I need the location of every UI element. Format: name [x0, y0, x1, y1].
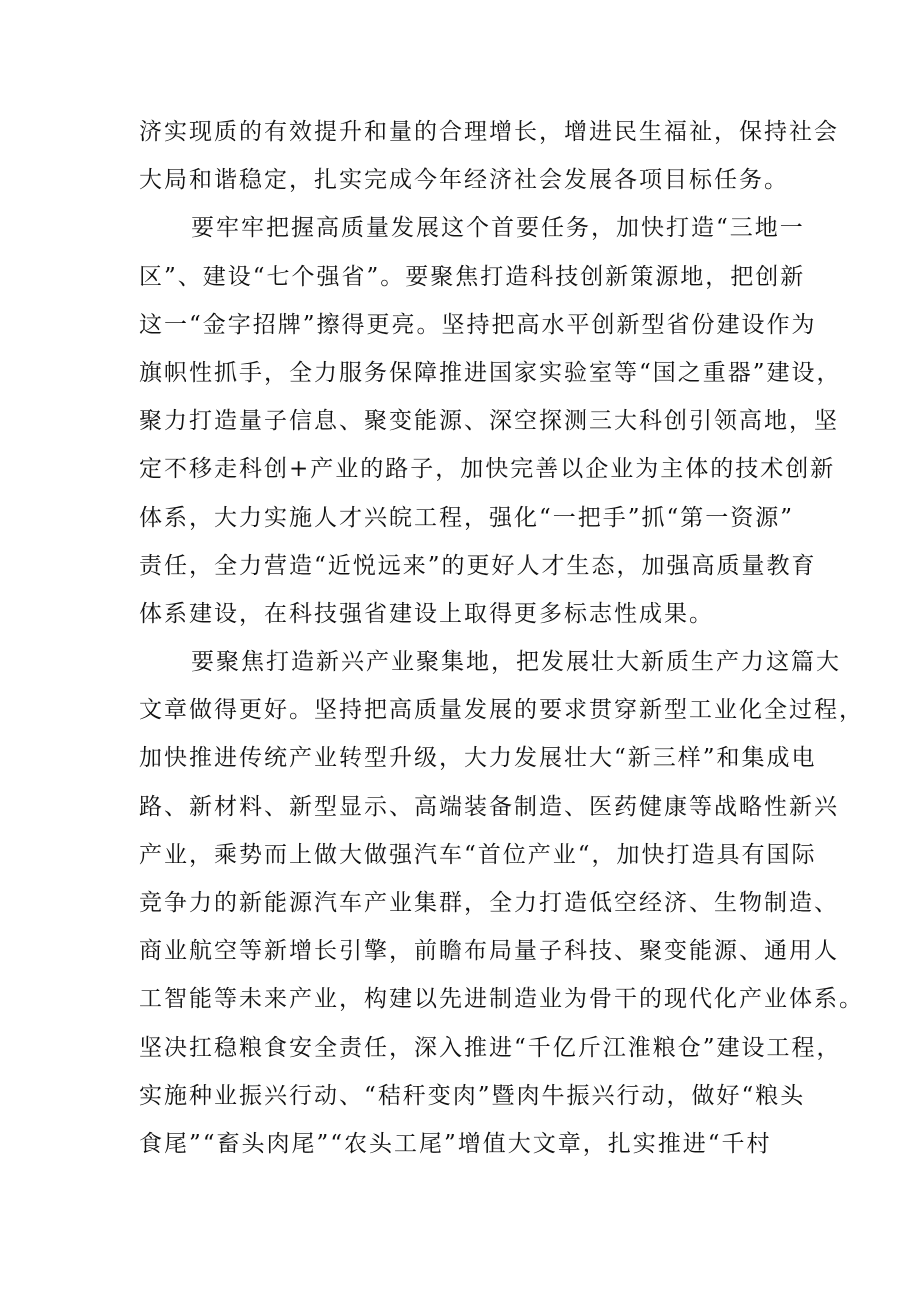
text-line-16: 产业，乘势而上做大做强汽车“首位产业“，加快打造具有国际	[139, 841, 817, 868]
text-line-13: 文章做得更好。坚持把高质量发展的要求贯穿新型工业化全过程，	[139, 697, 864, 724]
body-text	[139, 108, 864, 1168]
text-line-18: 商业航空等新增长引擎，前瞻布局量子科技、聚变能源、通用人	[139, 938, 839, 965]
text-line-8: 定不移走科创+产业的路子，加快完善以企业为主体的技术创新	[139, 456, 836, 483]
text-line-12: 要聚焦打造新兴产业聚集地，把发展壮大新质生产力这篇大	[191, 649, 841, 676]
text-line-11: 体系建设，在科技强省建设上取得更多标志性成果。	[139, 600, 714, 627]
text-line-6: 旗帜性抓手，全力服务保障推进国家实验室等“国之重器”建设，	[139, 359, 842, 386]
text-line-22: 食尾”“畜头肉尾”“农头工尾”增值大文章，扎实推进“千村	[139, 1130, 772, 1157]
text-line-21: 实施种业振兴行动、“秸秆变肉”暨肉牛振兴行动，做好“粮头	[139, 1082, 806, 1109]
text-line-20: 坚决扛稳粮食安全责任，深入推进“千亿斤江淮粮仓”建设工程，	[139, 1034, 842, 1061]
text-line-1: 济实现质的有效提升和量的合理增长，增进民生福祉，保持社会	[139, 119, 839, 145]
text-line-17: 竞争力的新能源汽车产业集群，全力打造低空经济、生物制造、	[139, 890, 839, 916]
text-line-3: 要牢牢把握高质量发展这个首要任务，加快打造“三地一	[191, 215, 805, 242]
text-line-15: 路、新材料、新型显示、高端装备制造、医药健康等战略性新兴	[139, 793, 839, 820]
text-line-19: 工智能等未来产业，构建以先进制造业为骨干的现代化产业体系。	[139, 986, 864, 1013]
text-line-7: 聚力打造量子信息、聚变能源、深空探测三大科创引领高地，坚	[139, 408, 839, 435]
text-line-9: 体系，大力实施人才兴皖工程，强化“一把手”抓“第一资源”	[139, 504, 795, 531]
text-line-14: 加快推进传统产业转型升级，大力发展壮大“新三样”和集成电	[139, 745, 817, 772]
text-line-10: 责任，全力营造“近悦远来”的更好人才生态，加强高质量教育	[139, 552, 817, 579]
text-line-2: 大局和谐稳定，扎实完成今年经济社会发展各项目标任务。	[139, 167, 789, 194]
text-line-4: 区”、建设“七个强省”。要聚焦打造科技创新策源地，把创新	[139, 263, 806, 290]
text-line-5: 这一“金字招牌”擦得更亮。坚持把高水平创新型省份建设作为	[139, 311, 817, 338]
